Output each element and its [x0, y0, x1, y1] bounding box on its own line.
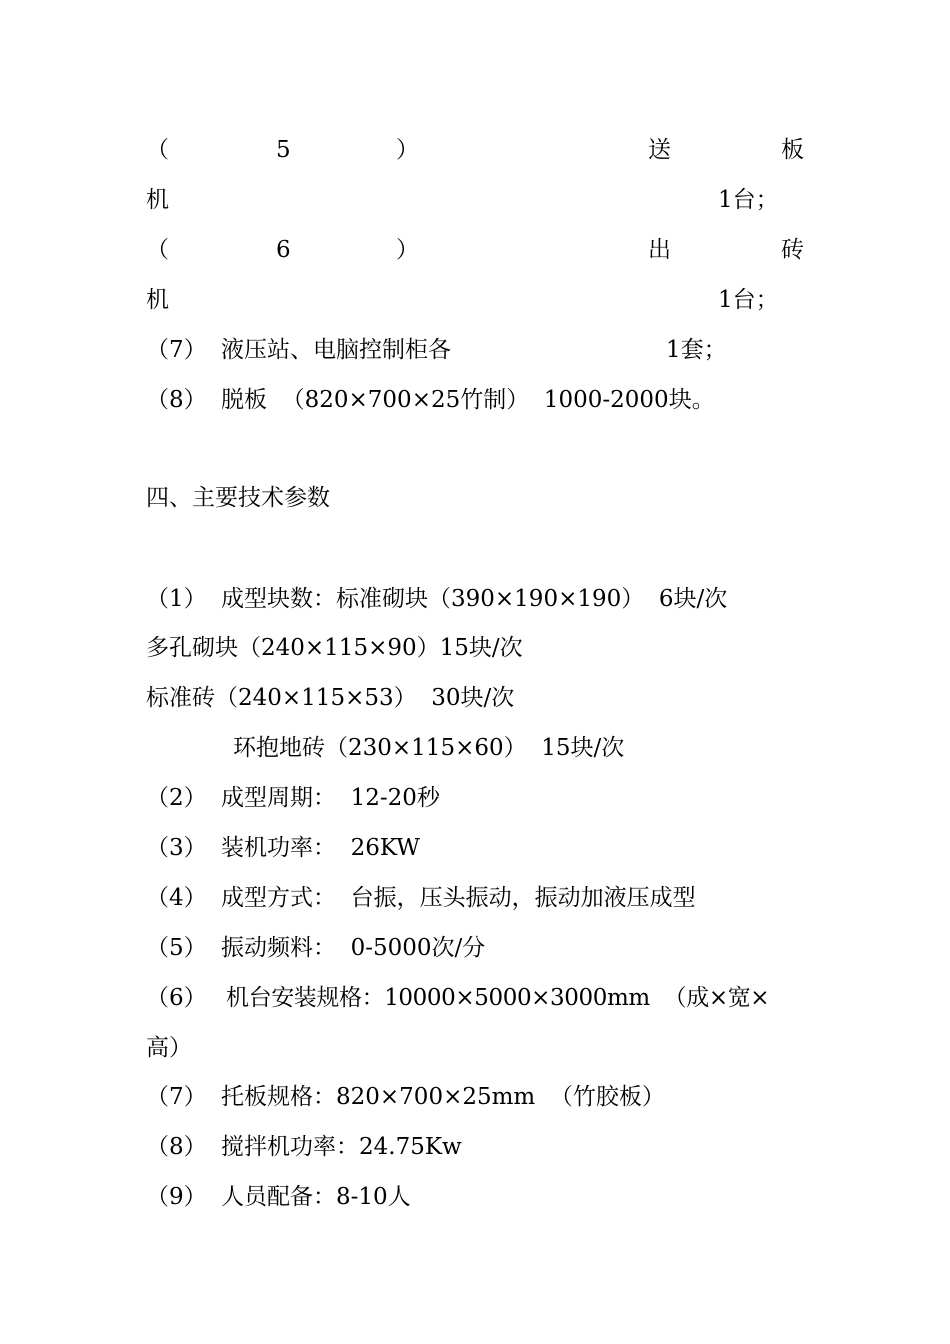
item6-number: 6 [276, 237, 291, 263]
param-text: 成型方式： 台振，压头振动，振动加液压成型 [221, 885, 696, 911]
param-text: 振动频料： 0-5000次/分 [221, 935, 486, 961]
param-text: 多孔砌块（240×115×90）15块/次 [146, 635, 523, 661]
param-label: （6） [146, 985, 207, 1011]
item6-name-char-1: 出 [648, 237, 671, 263]
param-label: （1） [146, 586, 207, 612]
section-heading: 四、主要技术参数 [146, 485, 330, 511]
item5-quantity: 1台； [718, 187, 779, 213]
item8-label: （8） [146, 387, 207, 413]
item7-text: 液压站、电脑控制柜各 [221, 337, 451, 363]
param-text: 环抱地砖（230×115×60） 15块/次 [233, 735, 625, 761]
param-label: （7） [146, 1084, 207, 1110]
param-text: 标准砖（240×115×53） 30块/次 [146, 685, 515, 711]
param-label: （5） [146, 935, 207, 961]
param-label: （4） [146, 885, 207, 911]
param-text: 人员配备：8-10人 [221, 1184, 411, 1210]
item5-name-char-1: 送 [648, 137, 671, 163]
item5-close-paren: ） [396, 137, 419, 163]
param-text: 成型块数：标准砌块（390×190×190） 6块/次 [221, 586, 728, 612]
item6-open-paren: （ [146, 237, 169, 263]
item6-name-char-2: 砖 [781, 237, 804, 263]
item6-name-char-3: 机 [146, 287, 169, 313]
item5-name-char-3: 机 [146, 187, 169, 213]
item7-label: （7） [146, 337, 207, 363]
param-text: 托板规格：820×700×25mm （竹胶板） [221, 1084, 665, 1110]
param-text: 成型周期： 12-20秒 [221, 785, 440, 811]
param-label: （2） [146, 785, 207, 811]
param-text: 装机功率： 26KW [221, 835, 420, 861]
item8-text: 脱板 （820×700×25竹制） 1000-2000块。 [221, 387, 715, 413]
param-label: （8） [146, 1134, 207, 1160]
param-text: 搅拌机功率：24.75Kw [221, 1134, 462, 1160]
item5-name-char-2: 板 [781, 137, 804, 163]
item5-number: 5 [276, 137, 291, 163]
param-text: 机台安装规格：10000×5000×3000mm （成×宽× [226, 985, 770, 1011]
param-label: （3） [146, 835, 207, 861]
param-label: （9） [146, 1184, 207, 1210]
item7-quantity: 1套； [666, 337, 727, 363]
item6-close-paren: ） [396, 237, 419, 263]
param-text: 高） [146, 1035, 192, 1061]
item6-quantity: 1台； [718, 287, 779, 313]
item5-open-paren: （ [146, 137, 169, 163]
